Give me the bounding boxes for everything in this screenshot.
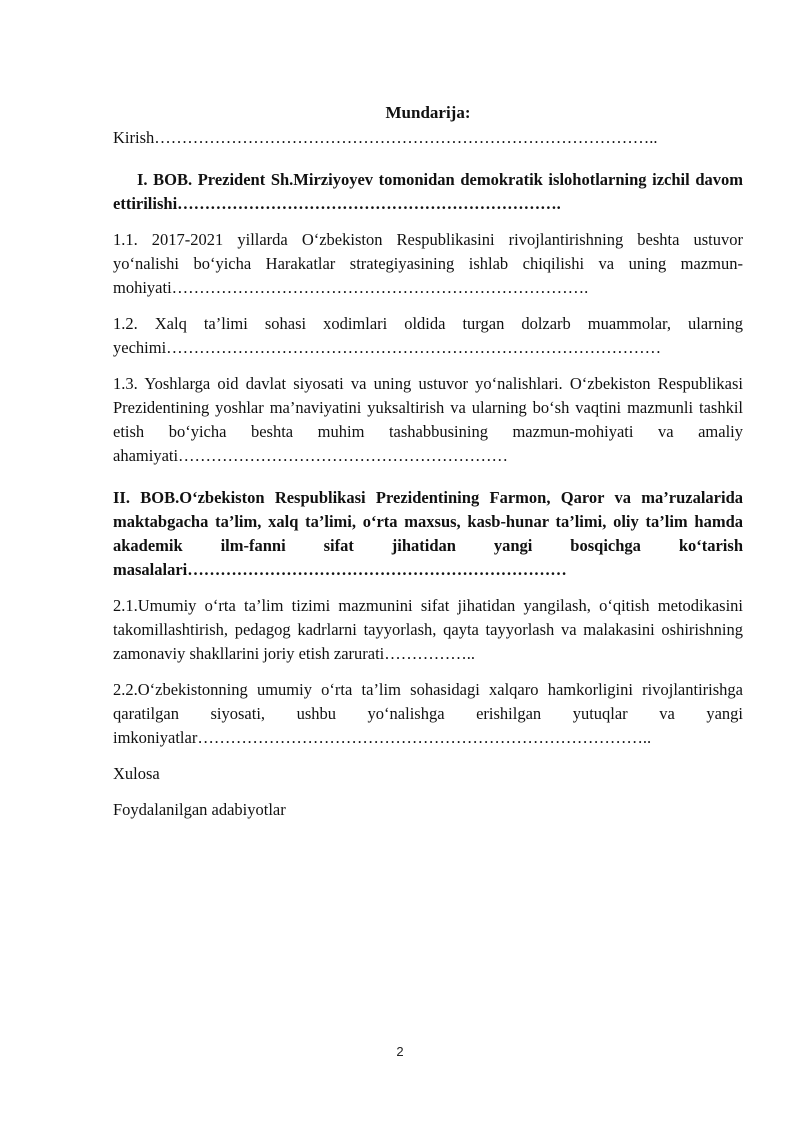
- toc-entry-section-1-3: 1.3. Yoshlarga oid davlat siyosati va uning ustuvor yo‘nalishlari. O‘zbekiston Respublikasi Prezidentining yoshlar ma’naviyatini yuksaltirish va ularning bo‘sh vaqtini mazmunli tashkil etish bo‘yicha beshta muhim tashabbusining mazmun-mohiyati va amaliy ahamiyati……………………………………………………: [113, 374, 743, 465]
- toc-entry-conclusion: Xulosa: [113, 764, 160, 783]
- toc-entry-introduction: Kirish………………………………………………………………………………..: [113, 128, 658, 147]
- page-number: 2: [396, 1044, 404, 1059]
- toc-entry-section-2-1: 2.1.Umumiy o‘rta ta’lim tizimi mazmunini sifat jihatidan yangilash, o‘qitish metodikasini takomillashtirish, pedagog kadrlarni tayyorlash, qayta tayyorlash va malakasini oshirishning zamonaviy shakllarini joriy etish zarurati……………..: [113, 596, 743, 663]
- toc-entry-chapter-2: II. BOB.O‘zbekiston Respublikasi Prezidentining Farmon, Qaror va ma’ruzalarida maktabgacha ta’lim, xalq ta’limi, o‘rta maxsus, kasb-hunar ta’limi, oliy ta’lim hamda akademik ilm-fanni sifat jihatidan yangi bosqichga ko‘tarish masalalari……………………………………………………………: [113, 488, 743, 579]
- toc-entry-references: Foydalanilgan adabiyotlar: [113, 800, 286, 819]
- toc-entry-section-1-2: 1.2. Xalq ta’limi sohasi xodimlari oldida turgan dolzarb muammolar, ularning yechimi………………………………………………………………………………: [113, 314, 743, 357]
- toc-entry-chapter-1: I. BOB. Prezident Sh.Mirziyoyev tomonidan demokratik islohotlarning izchil davom ettirilishi…………………………………………………………….: [113, 170, 743, 213]
- toc-title: Mundarija:: [385, 103, 471, 122]
- table-of-contents: [113, 100, 743, 822]
- toc-entry-section-1-1: 1.1. 2017-2021 yillarda O‘zbekiston Respublikasini rivojlantirishning beshta ustuvor yo‘nalishi bo‘yicha Harakatlar strategiyasining ishlab chiqilishi va uning mazmun-mohiyati………………………………………………………………….: [113, 230, 743, 297]
- toc-entry-section-2-2: 2.2.O‘zbekistonning umumiy o‘rta ta’lim sohasidagi xalqaro hamkorligini rivojlantirishga qaratilgan siyosati, ushbu yo‘nalishga erishilgan yutuqlar va yangi imkoniyatlar………………………………………………………………………..: [113, 680, 743, 747]
